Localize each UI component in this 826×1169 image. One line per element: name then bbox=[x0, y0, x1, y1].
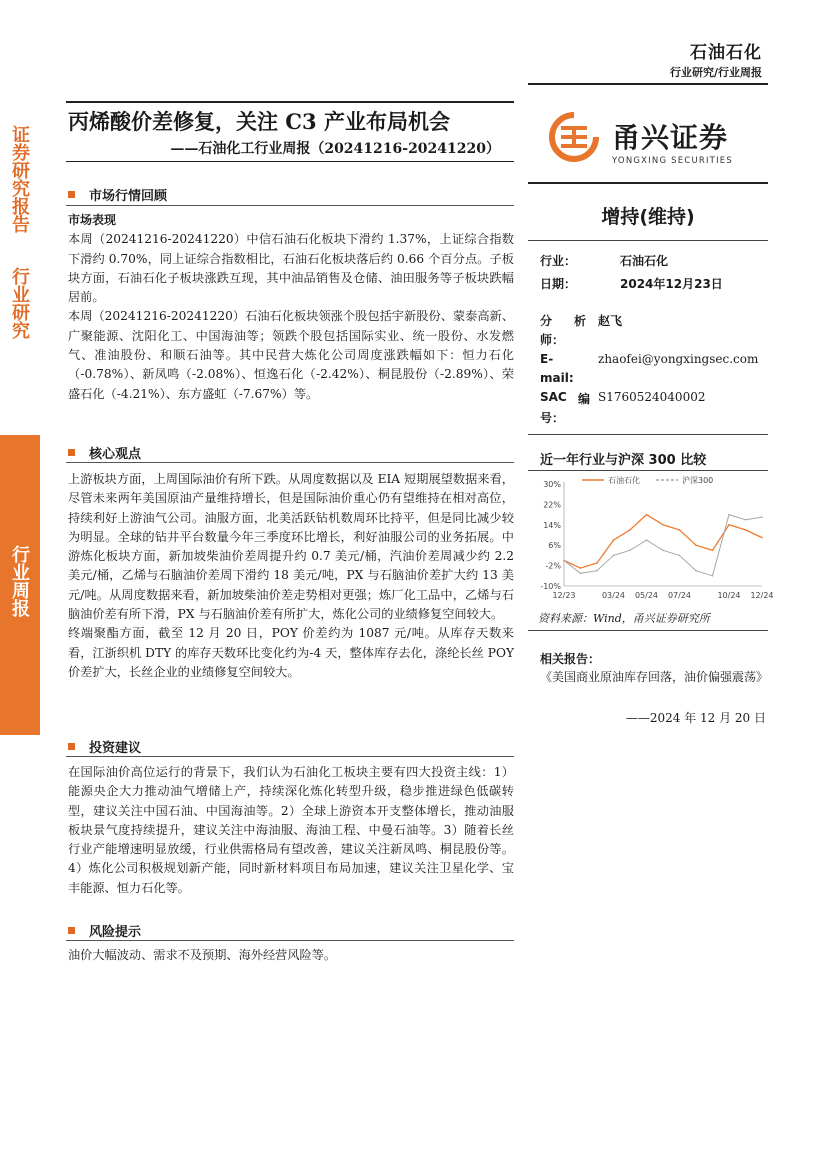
data-point bbox=[728, 524, 730, 526]
section-advice-body bbox=[68, 763, 514, 898]
data-point bbox=[695, 570, 697, 572]
related-report-date: ——2024 年 12 月 20 日 bbox=[625, 711, 766, 725]
section-risk-header bbox=[68, 921, 141, 940]
sac-label-2: 编 bbox=[578, 392, 591, 406]
data-point bbox=[745, 529, 747, 531]
title-rule-bottom bbox=[66, 161, 514, 162]
x-tick-label: 12/23 bbox=[552, 591, 576, 600]
data-point bbox=[745, 519, 747, 521]
series-line-hs300 bbox=[564, 515, 762, 576]
chart-divider bbox=[528, 630, 768, 631]
section-advice-title: 投资建议 bbox=[89, 741, 142, 756]
related-report-title: 相关报告： bbox=[540, 652, 601, 666]
section-views-body bbox=[68, 470, 514, 682]
section-market-body bbox=[68, 211, 514, 404]
logo-divider bbox=[528, 182, 768, 184]
section-advice-header bbox=[68, 737, 141, 756]
data-point bbox=[596, 570, 598, 572]
header-report-type: 行业研究/行业周报 bbox=[669, 66, 762, 79]
data-point bbox=[613, 555, 615, 557]
section-bullet-icon bbox=[68, 927, 75, 934]
advice-paragraph-1: 在国际油价高位运行的背景下，我们认为石油化工板块主要有四大投资主线：1）能源央企大力推动油气增储上产，持续深化炼化转型升级，稳步推进绿色低碳转型，建议关注中国石油、中国海油等。2）全球上游资本开支整体增长，推动油服板块景气度持续提升，建议关注中海油服、海油工程、中曼石油等。3）随着长丝行业产能增速明显放缓，行业供需格局有望改善，建议关注新凤鸣、桐昆股份等。4）炼化公司积极规划新产能，同时新材料项目布局加速，建议关注卫星化学、宝丰能源、恒力石化等。 bbox=[68, 765, 514, 895]
side-band-top-label: 证券研究报告 bbox=[9, 125, 30, 233]
data-point bbox=[761, 516, 763, 518]
date-value: 2024年12月23日 bbox=[620, 277, 723, 291]
series-line-industry bbox=[564, 515, 762, 569]
section-risk-rule bbox=[66, 940, 514, 941]
y-tick-label: 6% bbox=[548, 541, 561, 551]
section-bullet-icon bbox=[68, 449, 75, 456]
data-point bbox=[728, 514, 730, 516]
data-point bbox=[629, 550, 631, 552]
side-band-top bbox=[0, 104, 40, 429]
logo-cn-name: 甬兴证券 bbox=[612, 121, 729, 154]
section-market-rule bbox=[66, 205, 514, 206]
data-point bbox=[596, 562, 598, 564]
comparison-chart bbox=[532, 474, 774, 604]
section-views-title: 核心观点 bbox=[89, 447, 142, 462]
x-tick-label: 05/24 bbox=[634, 591, 659, 600]
y-tick-label: -10% bbox=[540, 582, 561, 591]
views-paragraph-2: 终端聚酯方面，截至 12 月 20 日，POY 价差约为 1087 元/吨。从库存天数来看，江浙织机 DTY 的库存天数环比变化约为-4 天，整体库存去化，涤纶长丝 POY 价差扩大，长丝企业的业绩修复空间较大。 bbox=[68, 626, 514, 679]
data-point bbox=[563, 560, 565, 562]
data-point bbox=[679, 529, 681, 531]
section-views-header bbox=[68, 443, 141, 462]
email-label-2: mail: bbox=[540, 371, 574, 385]
x-tick-label: 10/24 bbox=[717, 591, 741, 600]
x-tick-label: 07/24 bbox=[667, 591, 692, 600]
section-bullet-icon bbox=[68, 743, 75, 750]
data-point bbox=[761, 537, 763, 539]
y-tick-label: 22% bbox=[543, 500, 561, 510]
analyst-name: 赵飞 bbox=[598, 314, 623, 328]
data-point bbox=[580, 572, 582, 574]
sac-label-1: SAC bbox=[540, 390, 567, 404]
section-risk-body bbox=[68, 946, 514, 965]
data-point bbox=[580, 567, 582, 569]
data-point bbox=[646, 539, 648, 541]
views-paragraph-1: 上游板块方面，上周国际油价有所下跌。从周度数据以及 EIA 短期展望数据来看，尽管未来两年美国原油产量维持增长，但是国际油价重心仍有望维持在相对高位，持续利好上游油气公司。油服方面，北美活跃钻机数周环比持平，但是同比减少较为明显。全球的钻井平台数量今年三季度环比增长，利好油服公司的业务拓展。中游炼化板块方面，新加坡柴油价差周提升约 0.7 美元/桶，汽油价差周减少约 2.2 美元/桶，乙烯与石脑油价差周下滑约 18 美元/吨，PX 与石脑油价差扩大约 13 美元/吨。从周度数据来看，新加坡柴油价差走势相对更强；炼厂化工品中，乙烯与石脑油价差有所下滑，PX 与石脑油价差有所扩大，炼化公司的业绩修复空间较大。 bbox=[68, 472, 514, 622]
risk-paragraph-1: 油价大幅波动、需求不及预期、海外经营风险等。 bbox=[68, 948, 337, 962]
legend-label: 石油石化 bbox=[608, 476, 640, 485]
market-subtitle: 市场表现 bbox=[68, 213, 117, 227]
data-point bbox=[646, 514, 648, 516]
title-rule-top bbox=[66, 101, 514, 103]
side-band-mid-label: 行业周报 bbox=[9, 545, 30, 617]
logo-mark bbox=[545, 112, 603, 166]
section-risk-title: 风险提示 bbox=[89, 925, 142, 940]
market-paragraph-2: 本周（20241216-20241220）石油石化板块领涨个股包括宇新股份、蒙泰高新、广聚能源、沈阳化工、中国海油等；领跌个股包括国际实业、统一股份、水发燃气、准油股份、和顺石油等。其中民营大炼化公司周度涨跌幅如下：恒力石化（-0.78%）、新凤鸣（-2.08%）、恒逸石化（-2.42%）、桐昆股份（-2.89%）、荣盛石化（-4.21%）、东方盛虹（-7.67%）等。 bbox=[68, 309, 514, 401]
side-band-mid-text bbox=[9, 545, 31, 617]
industry-value: 石油石化 bbox=[620, 254, 669, 268]
header-industry: 石油石化 bbox=[690, 43, 762, 63]
section-bullet-icon bbox=[68, 191, 75, 198]
data-point bbox=[662, 550, 664, 552]
side-band-top-label2: 行业研究 bbox=[9, 267, 30, 339]
section-market-title: 市场行情回顾 bbox=[89, 189, 168, 204]
data-point bbox=[695, 544, 697, 546]
header-divider bbox=[528, 83, 768, 85]
related-report-item[interactable]: 《美国商业原油库存回落，油价偏强震荡》 bbox=[540, 670, 769, 684]
data-point bbox=[629, 529, 631, 531]
y-tick-label: -2% bbox=[545, 561, 561, 571]
market-paragraph-1: 本周（20241216-20241220）中信石油石化板块下滑约 1.37%，上证综合指数下滑约 0.70%，同上证综合指数相比，石油石化板块落后约 0.66 个百分点。子板块方面，石油石化子板块涨跌互现，其中油品销售及仓储、油田服务等子板块跌幅居前。 bbox=[68, 232, 514, 305]
info-divider bbox=[528, 434, 768, 435]
side-band-middle bbox=[0, 435, 40, 735]
chart-source: 资料来源：Wind，甬兴证券研究所 bbox=[538, 612, 710, 625]
data-point bbox=[662, 524, 664, 526]
chart-title-divider bbox=[528, 470, 768, 471]
section-advice-rule bbox=[66, 756, 514, 757]
y-tick-label: 14% bbox=[543, 520, 561, 530]
data-point bbox=[712, 575, 714, 577]
sac-label-3: 号： bbox=[540, 411, 565, 425]
analyst-label-2: 析 bbox=[574, 314, 587, 328]
rating-divider bbox=[528, 240, 768, 241]
email-label-1: E- bbox=[540, 352, 554, 366]
legend-label: 沪深300 bbox=[682, 476, 714, 485]
report-title: 丙烯酸价差修复，关注 C3 产业布局机会 bbox=[68, 109, 450, 134]
section-market-header bbox=[68, 185, 167, 204]
chart-title: 近一年行业与沪深 300 比较 bbox=[540, 453, 707, 468]
data-point bbox=[712, 550, 714, 552]
y-tick-label: 30% bbox=[543, 480, 561, 489]
section-views-rule bbox=[66, 462, 514, 463]
data-point bbox=[613, 539, 615, 541]
side-band-top-text bbox=[9, 114, 31, 348]
rating: 增持(维持) bbox=[601, 206, 695, 228]
industry-label: 行业： bbox=[540, 254, 577, 268]
x-tick-label: 03/24 bbox=[601, 591, 626, 600]
analyst-label-1: 分 bbox=[540, 314, 553, 328]
sac-number: S1760524040002 bbox=[598, 390, 706, 404]
logo-icon bbox=[545, 112, 603, 162]
analyst-email[interactable]: zhaofei@yongxingsec.com bbox=[598, 352, 759, 366]
data-point bbox=[679, 555, 681, 557]
x-tick-label: 12/24 bbox=[750, 591, 774, 600]
report-subtitle: ——石油化工行业周报（20241216-20241220） bbox=[170, 141, 500, 157]
logo-en-name: YONGXING SECURITIES bbox=[612, 156, 733, 166]
date-label: 日期： bbox=[540, 277, 577, 291]
analyst-label-3: 师： bbox=[540, 333, 565, 347]
